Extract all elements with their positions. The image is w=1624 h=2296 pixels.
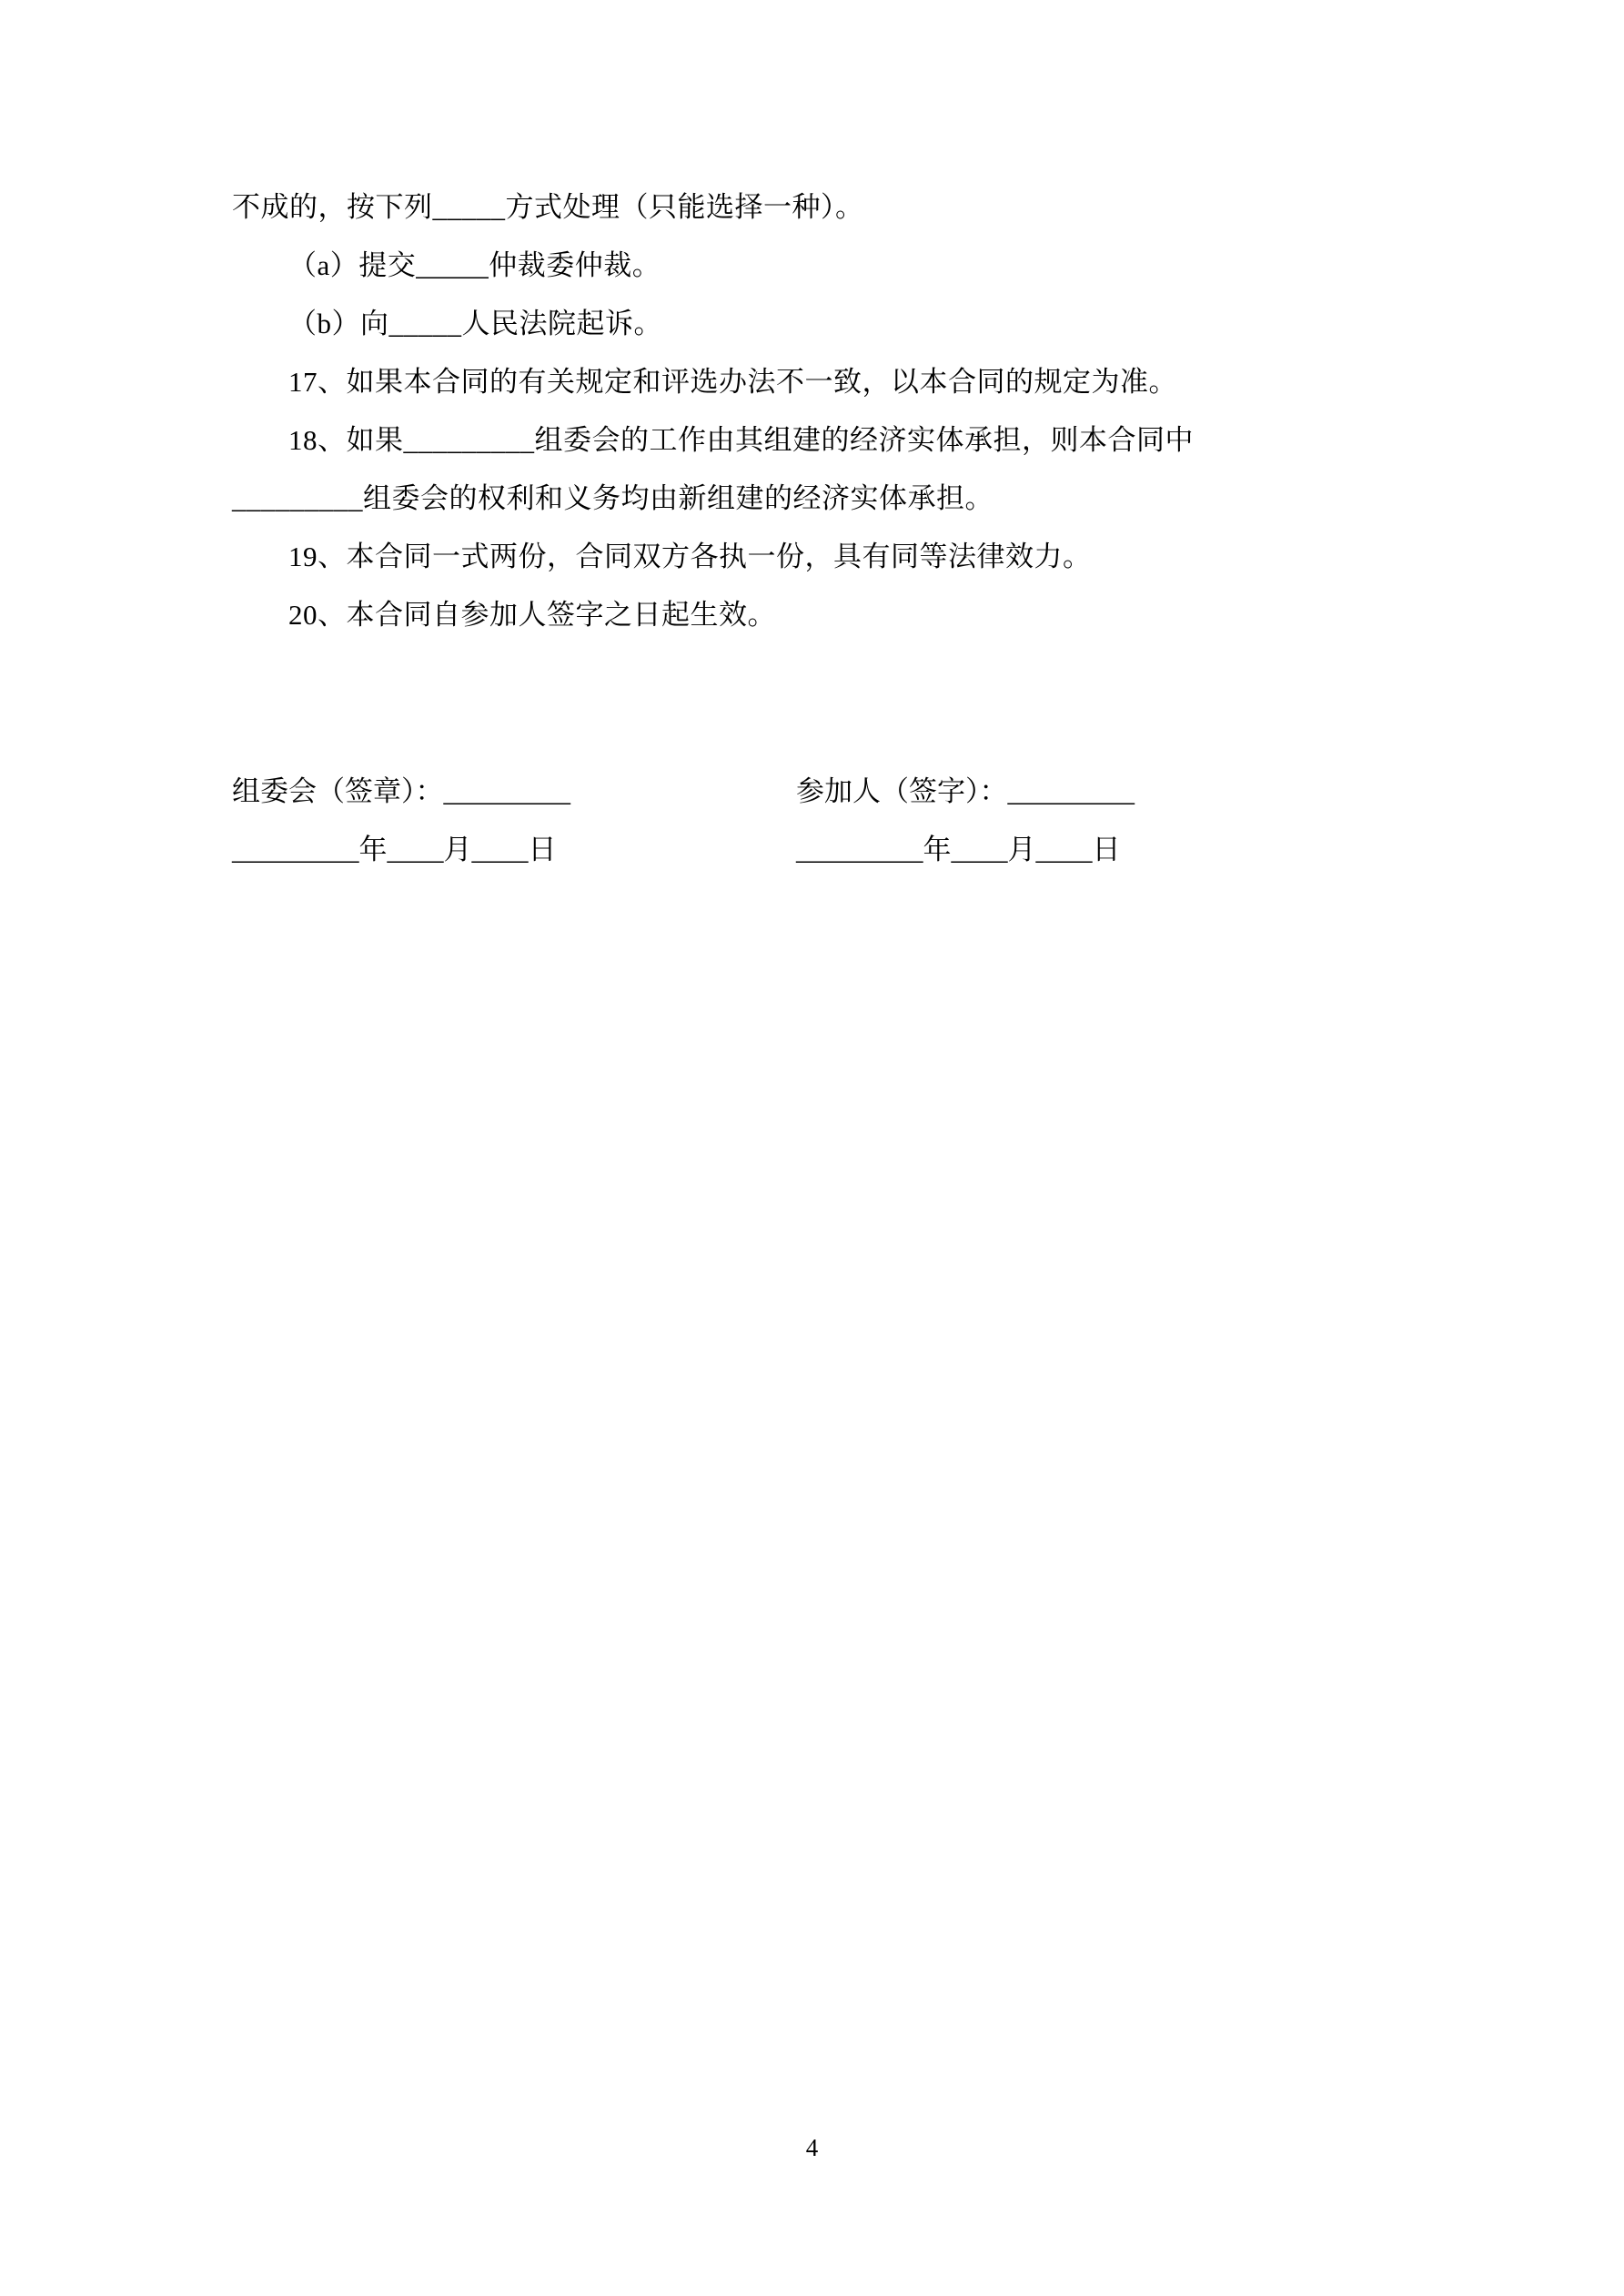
organizer-signature-label: 组委会（签章）：_________	[232, 775, 570, 807]
list-item-a: （a）提交_____仲裁委仲裁。	[288, 249, 661, 281]
signature-dates-row	[232, 821, 1406, 879]
signature-names-row	[232, 763, 1406, 821]
clause-17: 17、如果本合同的有关规定和评选办法不一致，以本合同的规定为准。	[288, 366, 1177, 398]
organizer-date-line: _________年____月____日	[232, 834, 557, 865]
clause-20: 20、本合同自参加人签字之日起生效。	[288, 599, 776, 631]
list-item-b: （b）向_____人民法院起诉。	[288, 308, 662, 339]
page-number: 4	[805, 2134, 819, 2161]
participant-signature-label: 参加人（签字）：_________	[796, 775, 1135, 807]
signature-block	[232, 763, 1406, 879]
paragraph-continuation: 不成的，按下列_____方式处理（只能选择一种）。	[232, 191, 864, 223]
clause-19: 19、本合同一式两份，合同双方各执一份，具有同等法律效力。	[288, 541, 1092, 572]
clause-18-second-line: _________组委会的权利和义务均由新组建的经济实体承担。	[232, 482, 994, 514]
clause-18-first-line: 18、如果_________组委会的工作由其组建的经济实体承担，则本合同中	[288, 424, 1194, 456]
document-body	[232, 178, 1406, 644]
participant-date-line: _________年____月____日	[796, 834, 1121, 865]
